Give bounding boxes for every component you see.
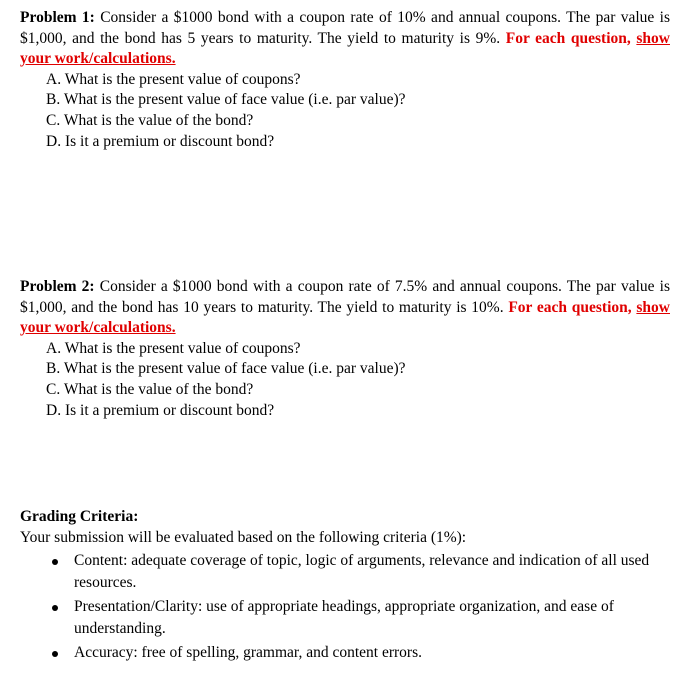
grading-item-presentation: Presentation/Clarity: use of appropriate headings, appropriate organization, and ease of understanding.	[20, 596, 670, 640]
problem-1-text: Consider a $1000 bond with a coupon rate of 10% and annual coupons. The par value is $1,000, and the bond has 5 years to maturity. The yield to maturity is 9%.	[20, 9, 670, 47]
problem-1-statement	[20, 8, 670, 70]
problem-1-instruction-underlined: show your work/calculations.	[20, 29, 670, 68]
grading-list	[20, 550, 670, 664]
problem-2-label: Problem 2:	[20, 278, 95, 295]
problem-1-label: Problem 1:	[20, 9, 95, 26]
question-item: D. Is it a premium or discount bond?	[46, 401, 275, 419]
problem-2-instruction-underlined: show your work/calculations.	[20, 298, 670, 337]
problem-2-text: Consider a $1000 bond with a coupon rate of 7.5% and annual coupons. The par value is $1,000, and the bond has 10 years to maturity. The yield to maturity is 10%.	[20, 278, 670, 316]
problem-2	[20, 277, 670, 421]
problem-2-instruction: For each question, show your work/calculations.	[20, 298, 670, 337]
question-item: C. What is the value of the bond?	[46, 380, 254, 398]
bullet-icon	[52, 605, 58, 611]
bullet-icon	[52, 651, 58, 657]
question-item: B. What is the present value of face value (i.e. par value)?	[46, 91, 406, 109]
grading-item-accuracy: Accuracy: free of spelling, grammar, and content errors.	[20, 642, 670, 664]
problem-2-statement	[20, 277, 670, 339]
grading-criteria	[20, 507, 670, 666]
problem-2-questions	[20, 339, 670, 421]
problem-1-instruction: For each question, show your work/calculations.	[20, 29, 670, 68]
question-item: D. Is it a premium or discount bond?	[46, 132, 275, 150]
bullet-icon	[52, 559, 58, 565]
grading-intro: Your submission will be evaluated based on the following criteria (1%):	[20, 528, 467, 546]
question-item: A. What is the present value of coupons?	[46, 70, 301, 88]
question-item: C. What is the value of the bond?	[46, 111, 254, 129]
grading-item-content: Content: adequate coverage of topic, logic of arguments, relevance and indication of all used resources.	[20, 550, 670, 594]
problem-1-questions	[20, 70, 670, 152]
grading-title: Grading Criteria:	[20, 508, 139, 525]
question-item: A. What is the present value of coupons?	[46, 339, 301, 357]
question-item: B. What is the present value of face value (i.e. par value)?	[46, 360, 406, 378]
problem-1	[20, 8, 670, 152]
